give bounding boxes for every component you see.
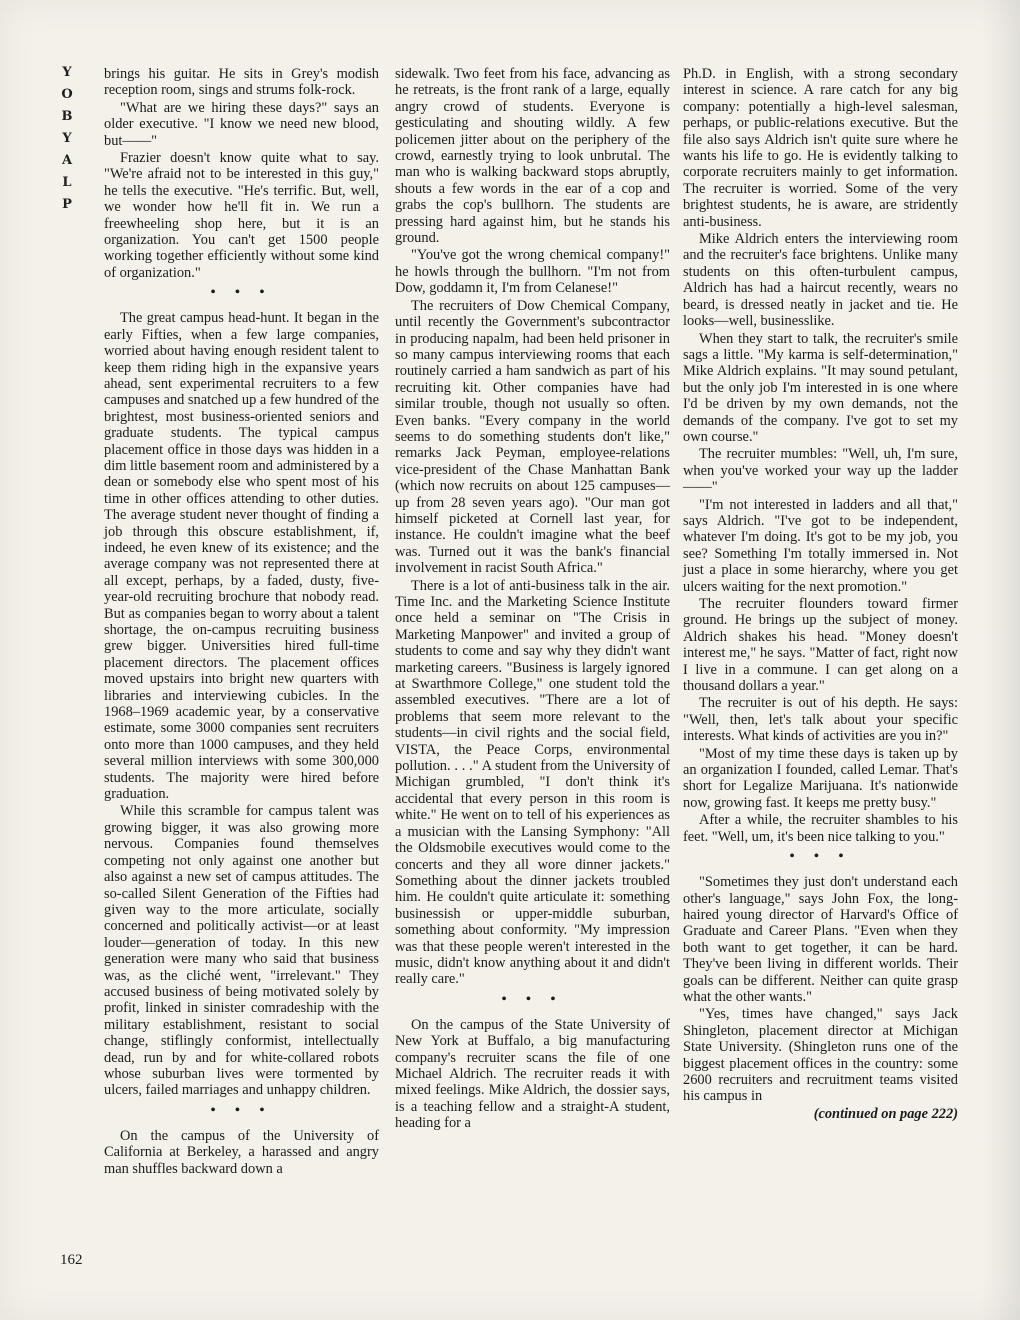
text-column-1: [104, 66, 379, 1178]
paragraph: There is a lot of anti-business talk in the air. Time Inc. and the Marketing Science Institute once held a seminar on "The Crisis in Marketing Manpower" and invited a group of students to come and say why they didn't want marketing careers. "Business is largely ignored at Swarthmore College," one student told the assembled executives. "There are a lot of problems that seem more relevant to the students—in civil rights and the social field, VISTA, the Peace Corps, environmental pollution. . . ." A student from the University of Michigan grumbled, "I don't think it's accidental that every person in this room is white." He went on to tell of his experiences as a musician with the Lansing Symphony: "All the Oldsmobile executives would come to the concerts and they all wore dinner jackets." Something about the dinner jackets troubled him. He couldn't quite articulate it: something businessish or upper-middle suburban, something about conformity. "My impression was that these people weren't interested in the music, didn't know anything about it and didn't really care.": [395, 577, 670, 988]
paragraph: Ph.D. in English, with a strong secondary interest in science. A rare catch for any big company: potentially a high-level salesman, perhaps, or public-relations executive. But the file also says Aldrich isn't quite sure where he wants his life to go. He is evidently talking to corporate recruiters mainly to get information. The recruiter is worried. Some of the very brightest students, he is aware, are stridently anti-business.: [683, 66, 958, 230]
paragraph: The great campus head-hunt. It began in the early Fifties, when a few large companies, worried about having enough resident talent to keep them riding high in the expansive years ahead, sent experimental recruiters to a few campuses and snatched up a few hundred of the brightest, most business-oriented seniors and graduate students. The typical campus placement office in those days was hidden in a dim little basement room and administered by a dean or somebody else who spent most of his time in other offices attending to other duties. The average student never thought of finding a job through this obscure establishment, if, indeed, he even knew of its existence; and the average company was not represented there at all except, perhaps, by a faded, dusty, five-year-old recruiting brochure that nobody read. But as companies began to worry about a talent shortage, the on-campus recruiting business grew bigger. Universities hired full-time placement directors. The placement offices moved upstairs into bright new quarters with libraries and interviewing cubicles. In the 1968–1969 academic year, by a conservative estimate, some 3000 companies sent recruiters onto more than 1000 campuses, and they held several million interviews with some 300,000 students. The majority were hired before graduation.: [104, 310, 379, 803]
magazine-letter: Y: [62, 65, 72, 80]
paragraph: While this scramble for campus talent was growing bigger, it was also growing more nervous. Companies found themselves competing not only against one another but also against a new set of campus attitudes. The so-called Silent Generation of the Fifties had given way to the more articulate, socially concerned and politically activist—or at least louder—generation of today. In this new generation were many who said that business was, as the cliché went, "irrelevant." They accused business of being motivated solely by profit, linked in sinister comradeship with the military establishment, resistant to social change, stiflingly conformist, intellectually dead, run by and for white-collared robots whose suburban lives were tormented by ulcers, failed marriages and unhappy children.: [104, 803, 379, 1099]
paragraph: On the campus of the University of California at Berkeley, a harassed and angry man shuffles backward down a: [104, 1127, 379, 1177]
section-break-dots: • • •: [789, 849, 852, 865]
text-column-3: [683, 66, 958, 1123]
paragraph: "You've got the wrong chemical company!" he howls through the bullhorn. "I'm not from Dow, goddamn it, I'm from Celanese!": [395, 247, 670, 297]
magazine-letter: B: [61, 109, 73, 124]
magazine-name-vertical: [58, 62, 76, 216]
section-break-dots: • • •: [501, 991, 564, 1007]
paragraph: "Sometimes they just don't understand each other's language," says John Fox, the long-haired young director of Harvard's Office of Graduate and Career Plans. "Even when they both want to get together, it can be hard. They've been living in different worlds. Their goals can be different. Neither can quite grasp what the other wants.": [683, 874, 958, 1005]
paragraph: After a while, the recruiter shambles to his feet. "Well, um, it's been nice talking to you.": [683, 812, 958, 845]
paragraph: brings his guitar. He sits in Grey's modish reception room, sings and strums folk-rock.: [104, 66, 379, 99]
paragraph: The recruiter flounders toward firmer ground. He brings up the subject of money. Aldrich shakes his head. "Money doesn't interest me," he says. "Matter of fact, right now I live in a commune. I can get along on a thousand dollars a year.": [683, 596, 958, 695]
paragraph: On the campus of the State University of New York at Buffalo, a big manufacturing company's recruiter scans the file of one Michael Aldrich. The recruiter reads it with mixed feelings. Mike Aldrich, the dossier says, is a teaching fellow and a straight-A student, heading for a: [395, 1016, 670, 1132]
paragraph: Mike Aldrich enters the interviewing room and the recruiter's face brightens. Unlike many students on this often-turbulent campus, Aldrich has had a haircut recently, wears no beard, is dressed neatly in jacket and tie. He looks—well, businesslike.: [683, 231, 958, 330]
paragraph: The recruiter mumbles: "Well, uh, I'm sure, when you've worked your way up the ladder——": [683, 446, 958, 496]
paragraph: The recruiters of Dow Chemical Company, until recently the Government's subcontractor in producing napalm, had been held prisoner in so many campus interviewing rooms that each routinely carried a ham sandwich as part of his recruiting kit. Other companies have had similar trouble, though not usually so often. Even banks. "Every company in the world seems to do something students don't like," remarks Jack Peyman, employee-relations vice-president of the Chase Manhattan Bank (which now recruits on about 125 campuses—up from 28 seven years ago). "Our man got himself picketed at Cornell last year, for instance. He couldn't imagine what the beef was. Turned out it was the bank's financial involvement in racist South Africa.": [395, 297, 670, 577]
magazine-letter: O: [61, 87, 73, 102]
magazine-letter: L: [62, 175, 72, 190]
paragraph: When they start to talk, the recruiter's smile sags a little. "My karma is self-determination," Mike Aldrich explains. "It may sound petulant, but the only job I'm interested in is one where I'd be driven by my own demands, not the demands of the company. I've got to set my own course.": [683, 330, 958, 445]
section-break-dots: • • •: [210, 1102, 273, 1118]
paragraph: "I'm not interested in ladders and all that," says Aldrich. "I've got to be independent, whatever I'm doing. It's got to be my job, you see? Something I'm totally immersed in. Not just a place in some hierarchy, where you get ulcers waiting for the next promotion.": [683, 496, 958, 595]
magazine-letter: A: [61, 153, 73, 168]
paragraph: The recruiter is out of his depth. He says: "Well, then, let's talk about your specific interests. What kinds of activities are you in?": [683, 695, 958, 745]
paragraph: "Most of my time these days is taken up by an organization I founded, called Lemar. That's short for Legalize Marijuana. It's nationwide now, growing fast. It keeps me pretty busy.": [683, 745, 958, 811]
section-break-dots: • • •: [210, 285, 273, 301]
paragraph: Frazier doesn't know quite what to say. "We're afraid not to be interested in this guy," he tells the executive. "He's terrific. But, well, we wonder how he'll fit in. We run a freewheeling shop here, but it is an organization. You can't get 1500 people working together efficiently without some kind of organization.": [104, 150, 379, 281]
page-edge-shadow: [980, 0, 1020, 1320]
page-number: 162: [60, 1252, 83, 1268]
paragraph: sidewalk. Two feet from his face, advancing as he retreats, is the front rank of a large, equally angry crowd of students. Everyone is gesticulating and shouting wildly. A few policemen jitter about on the periphery of the crowd, earnestly trying to look unbrutal. The man who is walking backward stops abruptly, shouts a few words in the ear of a cop and grabs the cop's bullhorn. The students are pressing hard against him, but he stands his ground.: [395, 66, 670, 247]
continued-note: (continued on page 222): [813, 1105, 958, 1122]
magazine-letter: Y: [62, 131, 72, 146]
paragraph: "Yes, times have changed," says Jack Shingleton, placement director at Michigan State University. (Shingleton runs one of the biggest placement offices in the country: some 2600 recruiters and recruitment teams visited his campus in: [683, 1006, 958, 1105]
magazine-letter: P: [62, 197, 72, 212]
text-column-2: [395, 66, 670, 1133]
paragraph: "What are we hiring these days?" says an older executive. "I know we need new blood, but——": [104, 99, 379, 149]
